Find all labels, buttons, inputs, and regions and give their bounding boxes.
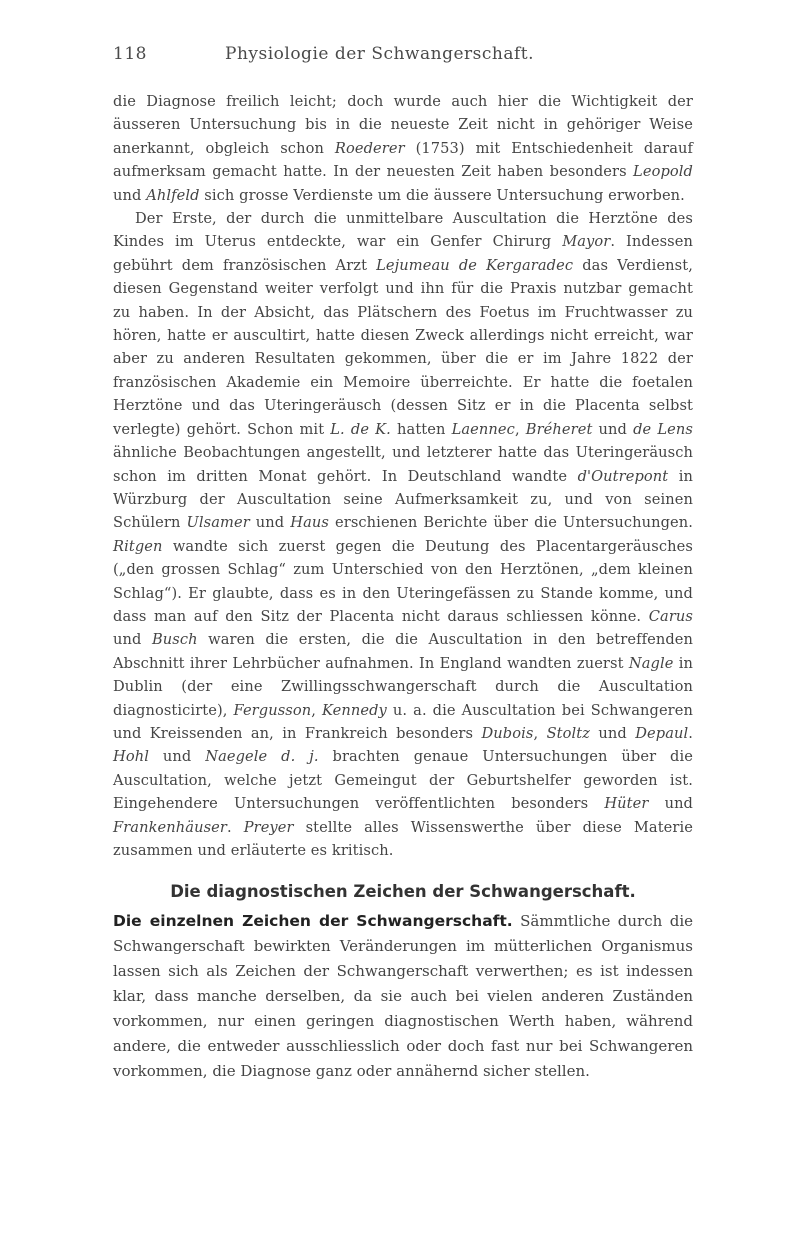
name-de-lens: de Lens [633,420,693,438]
name-breheret: Bréheret [525,420,593,438]
name-dubois: Dubois [481,724,534,742]
paragraph-diagnosis-history: die Diagnose freilich leicht; doch wurde auch hier die Wichtigkeit der äusseren Untersuchung bis in die neueste Zeit nicht in gehöriger Weise anerkannt, obgleich schon Roederer (1753) mit Entschiedenheit darauf aufmerksam gemacht hatte. In der neuesten Zeit haben besonders Leopold und Ahlfeld sich grosse Verdienste um die äussere Untersuchung erworben. [113,93,693,204]
name-busch: Busch [151,631,198,649]
name-ahlfeld: Ahlfeld [146,186,200,204]
paragraph-signs: Die einzelnen Zeichen der Schwangerschaft. Sämmtliche durch die Schwangerschaft bewirkten Veränderungen im mütterlichen Organismus lassen sich als Zeichen der Schwangerschaft verwerthen; es ist indessen klar, dass manche derselben, da sie auch bei vielen anderen Zuständen vorkommen, nur einen geringen diagnostischen Werth haben, während andere, die entweder ausschliesslich oder doch fast nur bei Schwangeren vorkommen, die Diagnose ganz oder annähernd sicher stellen. [113,912,693,1081]
name-fergusson: Fergusson [233,701,312,719]
name-l-de-k: L. de K. [330,420,391,438]
paragraph-auscultation-history: Der Erste, der durch die unmittelbare Auscultation die Herztöne des Kindes im Uterus entdeckte, war ein Genfer Chirurg Mayor. Indessen gebührt dem französischen Arzt Lejumeau de Kergaradec das Verdienst, diesen Gegenstand weiter verfolgt und ihn für die Praxis nutzbar gemacht zu haben. In der Absicht, das Plätschern des Foetus im Fruchtwasser zu hören, hatte er auscultirt, hatte diesen Zweck allerdings nicht erreicht, war aber zu anderen Resultaten gekommen, über die er im Jahre 1822 der französischen Akademie ein Memoire überreichte. Er hatte die foetalen Herztöne und das Uteringeräusch (dessen Sitz er in die Placenta selbst verlegte) gehört. Schon mit L. de K. hatten Laennec, Bréheret und de Lens ähnliche Beobachtungen angestellt, und letzterer hatte das Uteringeräusch schon im dritten Monat gehört. In Deutschland wandte d'Outrepont in Würzburg der Auscultation seine Aufmerksamkeit zu, und von seinen Schülern Ulsamer und Haus erschienen Berichte über die Untersuchungen. Ritgen wandte sich zuerst gegen die Deutung des Placentargeräusches („den grossen Schlag“ zum Unterschied von den Herztönen, „dem kleinen Schlag“). Er glaubte, dass es in den Uteringefässen zu Stande komme, und dass man auf den Sitz der Placenta nicht daraus schliessen könne. Carus und Busch waren die ersten, die die Auscultation in den betreffenden Abschnitt ihrer Lehrbücher aufnahmen. In England wandten zuerst Nagle in Dublin (der eine Zwillingsschwangerschaft durch die Auscultation diagnosticirte), Fergusson, Kennedy u. a. die Auscultation bei Schwangeren und Kreissenden an, in Frankreich besonders Dubois, Stoltz und Depaul. Hohl und Naegele d. j. brachten genaue Untersuchungen über die Auscultation, welche jetzt Gemeingut der Geburtshelfer geworden ist. Eingehendere Untersuchungen veröffentlichten besonders Hüter und Frankenhäuser. Preyer stellte alles Wissenswerthe über diese Materie zusammen und erläuterte es kritisch. [113,210,694,859]
section-heading: Die diagnostischen Zeichen der Schwangerschaft. [170,882,636,902]
name-carus: Carus [648,607,693,625]
name-leopold: Leopold [633,163,693,181]
running-head [113,44,693,64]
name-hueter: Hüter [604,795,649,813]
name-haus: Haus [290,514,329,532]
name-frankenhaeuser: Frankenhäuser [113,818,227,836]
name-preyer: Preyer [243,818,294,836]
name-hohl: Hohl [113,748,149,766]
name-ulsamer: Ulsamer [186,514,250,532]
name-naegele: Naegele d. j. [205,748,319,766]
name-ritgen: Ritgen [113,537,163,555]
name-depaul: Depaul [635,724,689,742]
name-kergaradec: Lejumeau de Kergaradec [376,256,574,274]
book-page [113,44,693,1084]
name-roederer: Roederer [334,139,405,157]
name-kennedy: Kennedy [322,701,387,719]
name-mayor: Mayor [562,233,611,251]
signs-lead-title: Die einzelnen Zeichen der Schwangerschaft. [113,912,513,931]
page-number: 118 [113,44,147,64]
name-stoltz: Stoltz [546,724,591,742]
running-title: Physiologie der Schwangerschaft. [225,44,534,64]
name-doutrepont: d'Outrepont [577,467,669,485]
name-laennec: Laennec [451,420,515,438]
name-nagle: Nagle [628,654,674,672]
